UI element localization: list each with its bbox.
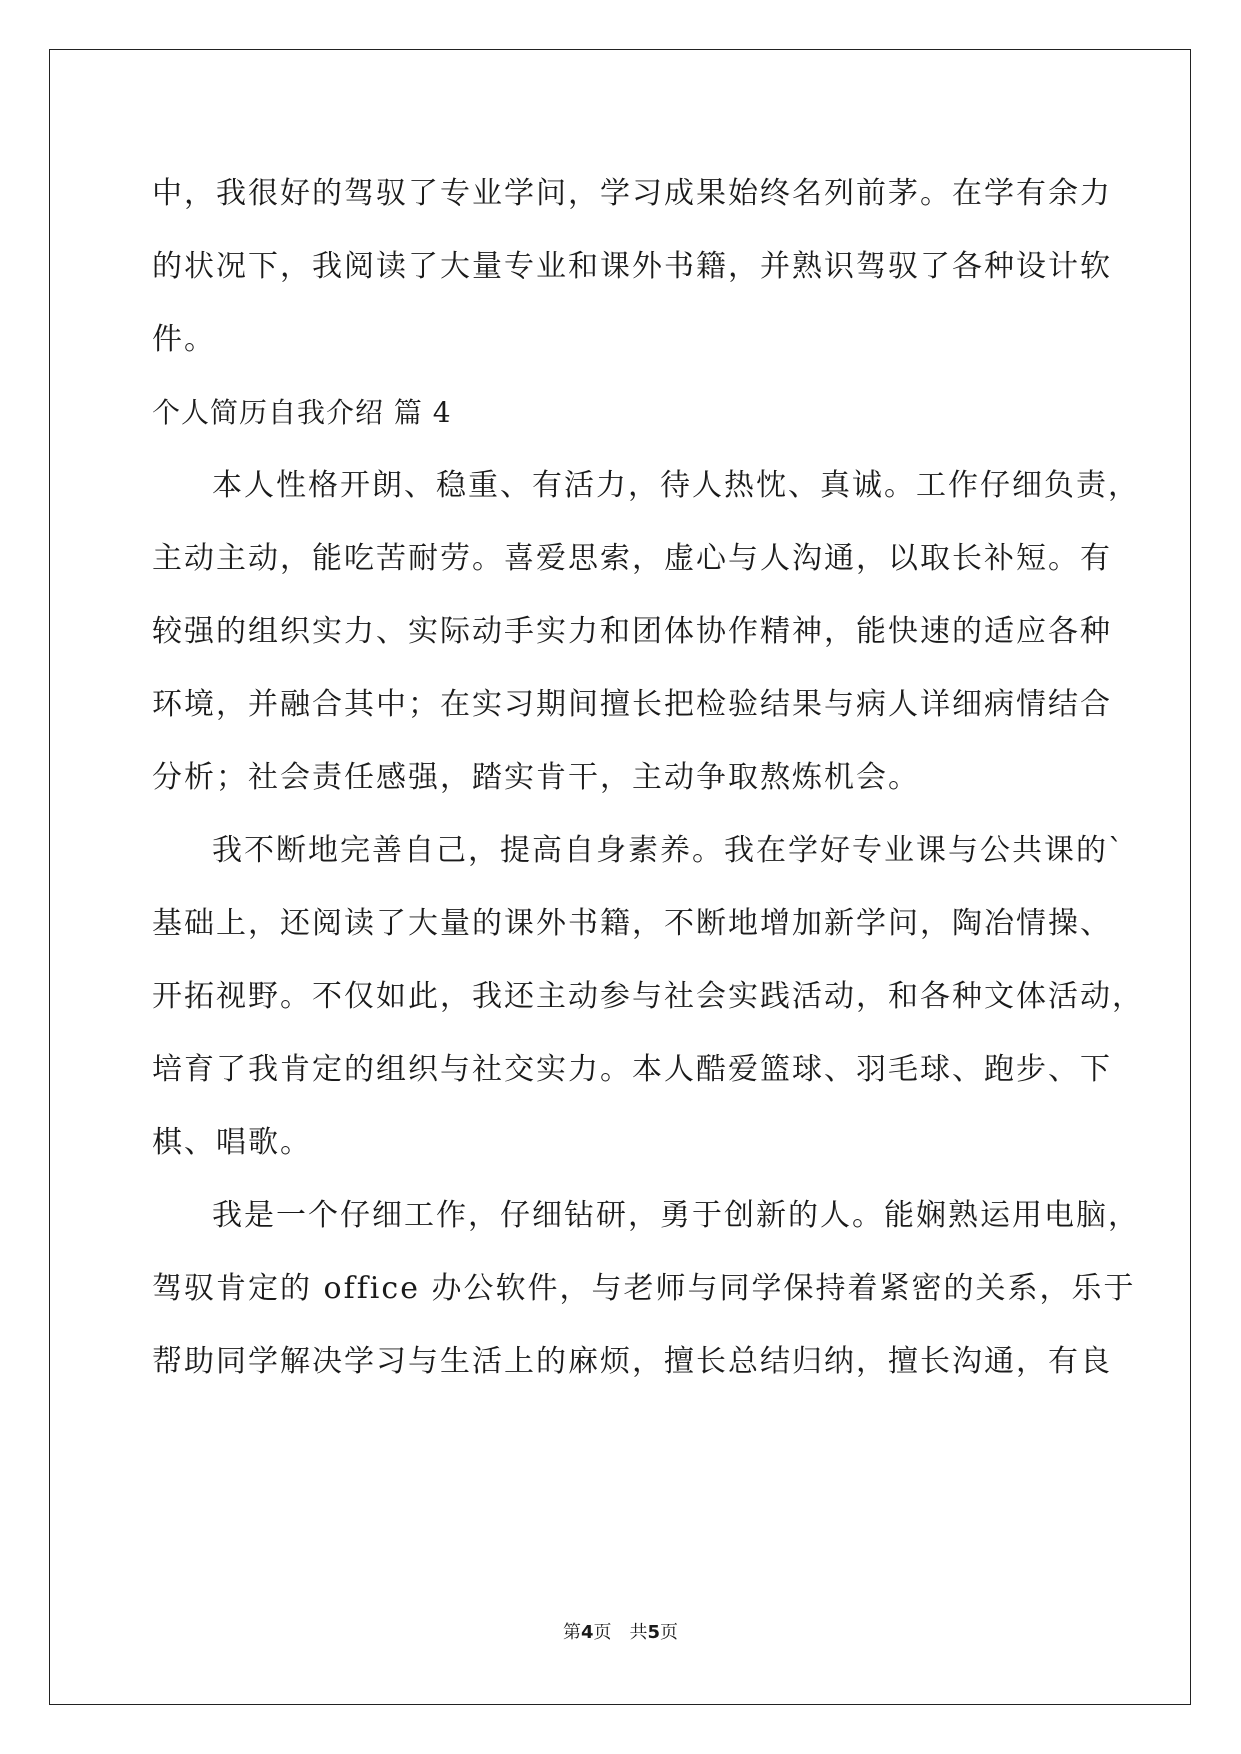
page-number: 4 (580, 1622, 594, 1643)
body-text-line: 本人性格开朗、稳重、有活力，待人热忱、真诚。工作仔细负责， (212, 468, 1140, 503)
body-text-line: 我不断地完善自己，提高自身素养。我在学好专业课与公共课的` (212, 833, 1125, 868)
body-text-line: 件。 (152, 322, 216, 357)
body-text-line: 帮助同学解决学习与生活上的麻烦，擅长总结归纳，擅长沟通，有良 (152, 1344, 1112, 1379)
body-text-line: 驾驭肯定的 office 办公软件，与老师与同学保持着紧密的关系，乐于 (152, 1271, 1136, 1306)
body-text-line: 棋、唱歌。 (152, 1125, 312, 1160)
body-text-line: 我是一个仔细工作，仔细钻研，勇于创新的人。能娴熟运用电脑， (212, 1198, 1140, 1233)
page-footer (0, 1621, 1241, 1645)
page-prefix: 第 (562, 1622, 581, 1643)
section-heading: 个人简历自我介绍 篇 4 (152, 396, 452, 429)
total-pages: 5 (647, 1622, 661, 1643)
body-text-line: 中，我很好的驾驭了专业学问，学习成果始终名列前茅。在学有余力 (152, 176, 1112, 211)
body-text-line: 较强的组织实力、实际动手实力和团体协作精神，能快速的适应各种 (152, 614, 1112, 649)
body-text-line: 培育了我肯定的组织与社交实力。本人酷爱篮球、羽毛球、跑步、下 (152, 1052, 1112, 1087)
body-text-line: 分析；社会责任感强，踏实肯干，主动争取熬炼机会。 (152, 760, 920, 795)
body-text-line: 的状况下，我阅读了大量专业和课外书籍，并熟识驾驭了各种设计软 (152, 249, 1112, 284)
page-suffix: 页 (593, 1622, 612, 1643)
page-border (49, 49, 1191, 1705)
body-text-line: 基础上，还阅读了大量的课外书籍，不断地增加新学问，陶冶情操、 (152, 906, 1112, 941)
body-text-line: 开拓视野。不仅如此，我还主动参与社会实践活动，和各种文体活动， (152, 979, 1144, 1014)
total-suffix: 页 (660, 1622, 679, 1643)
total-prefix: 共 (629, 1622, 648, 1643)
body-text-line: 环境，并融合其中；在实习期间擅长把检验结果与病人详细病情结合 (152, 687, 1112, 722)
body-text-line: 主动主动，能吃苦耐劳。喜爱思索，虚心与人沟通，以取长补短。有 (152, 541, 1112, 576)
